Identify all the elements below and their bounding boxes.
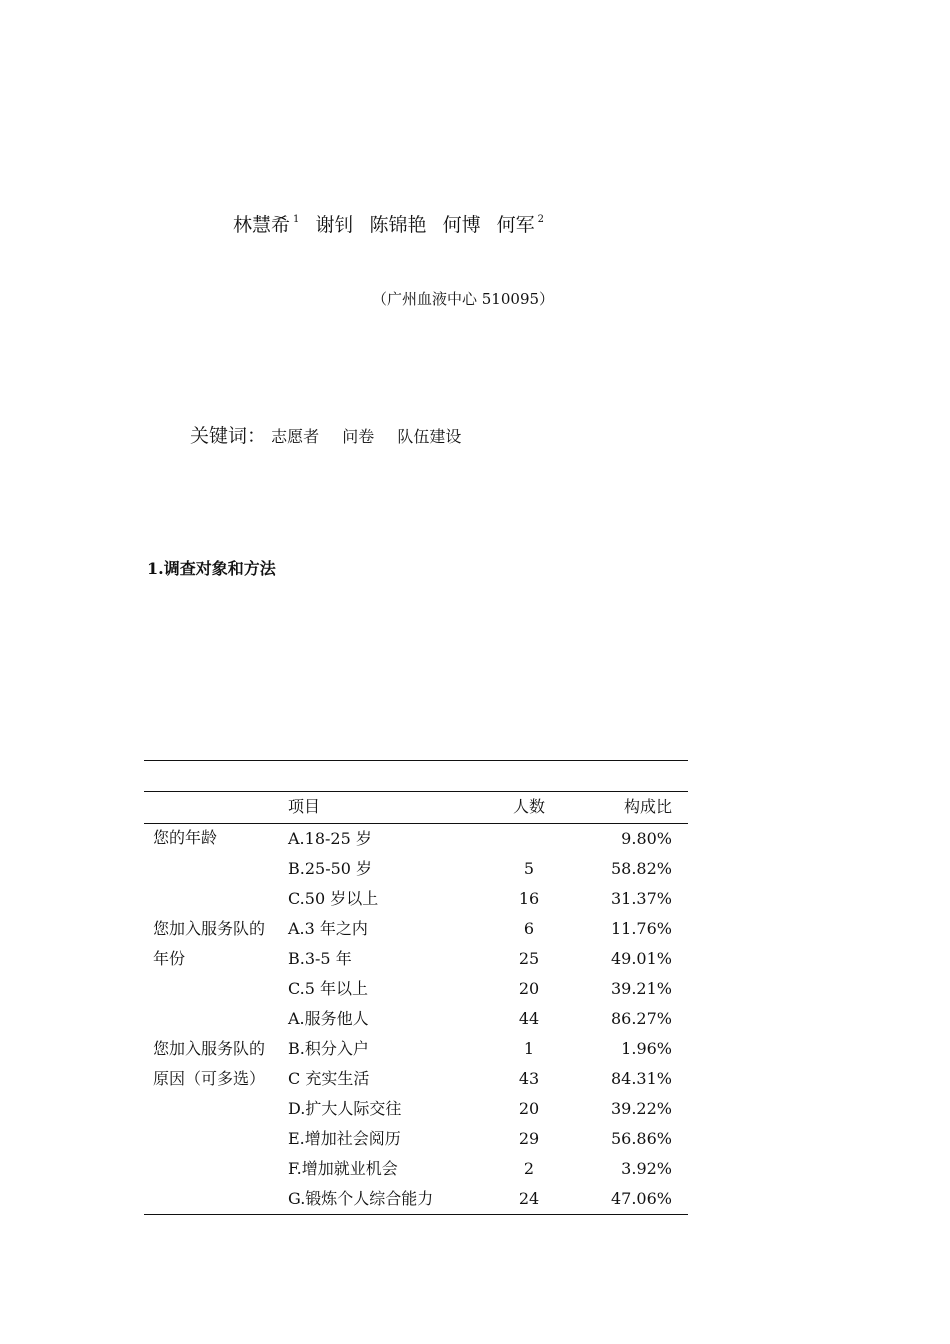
author-name: 何军 $^2$ [496,214,545,236]
section-heading: 1.调查对象和方法 [147,559,276,578]
table-cell-ratio: 39.21% [610,979,672,998]
table-cell-count: 2 [523,1159,535,1178]
table-cell-ratio: 56.86% [610,1129,672,1148]
table-cell-ratio: 11.76% [610,919,672,938]
table-cell-ratio: 49.01% [610,949,672,968]
table-cell-item: G.锻炼个人综合能力 [288,1189,434,1208]
table-top-rule [144,760,688,761]
affiliation: （广州血液中心 510095） [372,290,555,308]
column-header-count: 人数 [512,797,545,816]
author-name: 林慧希 $^1$ [233,214,300,236]
table-bottom-rule [144,1214,688,1215]
table-cell-ratio: 84.31% [610,1069,672,1088]
author-list [233,210,554,237]
table-cell-item: C.50 岁以上 [288,889,379,908]
table-cell-item: F.增加就业机会 [288,1159,398,1178]
table-cell-ratio: 9.80% [621,829,672,848]
keyword: 问卷 [342,427,375,446]
table-cell-item: B.积分入户 [288,1039,369,1058]
table-cell-item: A.3 年之内 [288,919,368,938]
keywords-line [190,421,479,448]
table-cell-item: A.服务他人 [288,1009,369,1028]
table-cell-count: 6 [523,919,535,938]
table-cell-count: 20 [518,1099,540,1118]
table-cell-item: C 充实生活 [288,1069,370,1088]
table-cell-item: C.5 年以上 [288,979,369,998]
table-cell-count: 1 [523,1039,535,1058]
table-cell-item: B.25-50 岁 [288,859,373,878]
keyword: 志愿者 [271,427,320,446]
table-cell-count: 20 [518,979,540,998]
table-cell-ratio: 58.82% [610,859,672,878]
table-cell-count: 24 [518,1189,540,1208]
table-cell-item: B.3-5 年 [288,949,352,968]
author-name: 陈锦艳 [369,214,427,236]
table-cell-count: 25 [518,949,540,968]
table-cell-count: 16 [518,889,540,908]
table-cell-item: E.增加社会阅历 [288,1129,401,1148]
group-label-reasons: 您加入服务队的原因（可多选） [153,1039,266,1088]
keyword: 队伍建设 [397,427,462,446]
table-cell-ratio: 86.27% [610,1009,672,1028]
table-cell-ratio: 1.96% [621,1039,672,1058]
author-name: 谢钊 [315,214,354,236]
column-header-item: 项目 [288,797,321,816]
table-cell-count [499,824,559,854]
author-name: 何博 [442,214,481,236]
table-cell-ratio: 39.22% [610,1099,672,1118]
group-label-years: 您加入服务队的年份 [153,919,266,968]
column-header-ratio: 构成比 [623,797,672,816]
table-cell-ratio: 47.06% [610,1189,672,1208]
keywords-label: 关键词： [190,425,267,447]
table-cell-count: 29 [518,1129,540,1148]
table-cell-ratio: 31.37% [610,889,672,908]
group-label-age: 您的年龄 [153,828,218,847]
table-cell-ratio: 3.92% [621,1159,672,1178]
table-cell-count: 44 [518,1009,540,1028]
table-cell-item: D.扩大人际交往 [288,1099,402,1118]
table-cell-count: 43 [518,1069,540,1088]
table-cell-item: A.18-25 岁 [288,829,372,848]
table-cell-count: 5 [523,859,535,878]
